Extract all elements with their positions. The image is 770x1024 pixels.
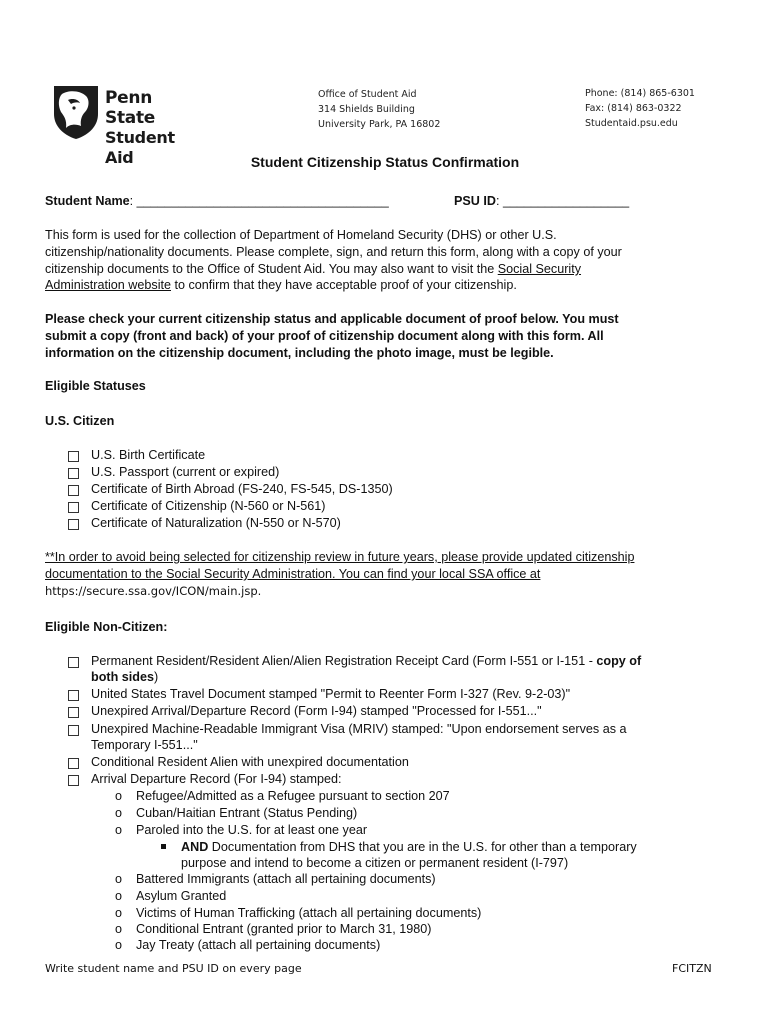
list-item-label: Conditional Resident Alien with unexpired documentation [91,755,409,769]
office-name: Office of Student Aid [318,89,417,100]
list-item[interactable] [0,464,770,481]
instructions-line-2: submit a copy (front and back) of your proof of citizenship document along with this form. All [45,329,604,343]
instructions-line-1: Please check your current citizenship status and applicable document of proof below. You must [45,312,619,326]
checkbox[interactable] [68,758,79,769]
ssa-note-line-2: documentation to the Social Security Administration. You can find your local SSA office at [45,567,541,581]
contact-info [585,86,695,131]
checkbox[interactable] [68,451,79,462]
list-item[interactable] [0,515,770,532]
intro-line-4-text: to confirm that they have acceptable proof of your citizenship. [171,278,517,292]
checkbox[interactable] [68,690,79,701]
sub-list-item-label: Jay Treaty (attach all pertaining documents) [136,938,381,952]
list-item-label: Unexpired Machine-Readable Immigrant Visa (MRIV) stamped: "Upon endorsement serves as a [91,722,627,736]
instructions-line-3: information on the citizenship document, including the photo image, must be legible. [45,346,554,360]
checkbox[interactable] [68,707,79,718]
page-title: Student Citizenship Status Confirmation [250,154,520,170]
checkbox[interactable] [68,657,79,668]
sub-list-item-label: Conditional Entrant (granted prior to March 31, 1980) [136,922,432,936]
sub-sub-list-item [0,839,770,856]
list-item[interactable] [0,721,770,738]
circle-bullet-icon: o [115,872,123,886]
list-item-label: U.S. Birth Certificate [91,448,206,462]
item1-bold-text-2: both sides [91,670,154,684]
sub-list-item [0,805,770,822]
psu-id-label: PSU ID [454,194,496,208]
item1-bold-text: copy of [596,654,642,668]
penn-state-logo [52,84,192,167]
list-item[interactable] [0,481,770,498]
item4-continuation: Temporary I-551..." [91,738,198,752]
ssa-link-part1[interactable]: Social Security [497,262,582,276]
circle-bullet-icon: o [115,938,123,952]
sub-list-item-label: Paroled into the U.S. for at least one year [136,823,368,837]
list-item[interactable] [0,771,770,788]
list-item-label: U.S. Passport (current or expired) [91,465,280,479]
circle-bullet-icon: o [115,823,123,837]
circle-bullet-icon: o [115,906,123,920]
logo-penn-state: Penn State [105,88,155,128]
list-item-label: Unexpired Arrival/Departure Record (Form I-94) stamped "Processed for I-551..." [91,704,542,718]
sub-list-item [0,921,770,938]
list-item-label: Certificate of Birth Abroad (FS-240, FS-545, DS-1350) [91,482,393,496]
list-item-label [91,653,641,670]
intro-line-4 [45,277,517,294]
and-documentation-continuation: purpose and intend to become a citizen or permanent resident (I-797) [181,856,569,870]
sub-list-item-label: Battered Immigrants (attach all pertaining documents) [136,872,436,886]
intro-line-3-text: citizenship documents to the Office of Student Aid. You may also want to visit the [45,262,498,276]
square-bullet-icon [161,844,166,849]
sub-list-item-label: Refugee/Admitted as a Refugee pursuant to section 207 [136,789,450,803]
list-item[interactable] [0,498,770,515]
and-bold-text: AND [181,840,209,854]
website: Studentaid.psu.edu [585,118,678,129]
office-building: 314 Shields Building [318,104,415,115]
fax: Fax: (814) 863-0322 [585,103,682,114]
us-citizen-heading: U.S. Citizen [45,414,115,428]
checkbox[interactable] [68,485,79,496]
and-text: Documentation from DHS that you are in the U.S. for other than a temporary [208,840,637,854]
footer-form-code: FCITZN [672,962,712,975]
nittany-lion-shield-icon [52,84,100,140]
office-address [318,87,440,132]
intro-line-1: This form is used for the collection of Department of Homeland Security (DHS) or other U.S. [45,228,557,242]
sub-list-item [0,888,770,905]
checkbox[interactable] [68,502,79,513]
list-item[interactable] [0,686,770,703]
circle-bullet-icon: o [115,789,123,803]
ssa-link-part2[interactable]: Administration website [45,278,171,292]
item1-continuation [91,669,158,686]
list-item-label: Certificate of Citizenship (N-560 or N-561) [91,499,326,513]
psu-id-blank[interactable]: : __________________ [496,194,630,208]
circle-bullet-icon: o [115,806,123,820]
checkbox[interactable] [68,519,79,530]
logo-student-aid: Student Aid [105,128,175,167]
list-item-label: Certificate of Naturalization (N-550 or N-570) [91,516,341,530]
footer-instruction: Write student name and PSU ID on every page [45,962,302,975]
checkbox[interactable] [68,468,79,479]
ssa-note-line-1: **In order to avoid being selected for citizenship review in future years, please provide updated citizenship [45,550,635,564]
item1-text: Permanent Resident/Resident Alien/Alien Registration Receipt Card (Form I-551 or I-151 - [91,654,597,668]
sub-list-item-label: Cuban/Haitian Entrant (Status Pending) [136,806,358,820]
list-item[interactable] [0,447,770,464]
sub-list-item [0,788,770,805]
student-name-label: Student Name [45,194,130,208]
list-item[interactable] [0,703,770,720]
list-item[interactable] [0,754,770,771]
sub-list-item-label: Victims of Human Trafficking (attach all pertaining documents) [136,906,482,920]
sub-list-item [0,822,770,839]
student-name-blank[interactable]: : ____________________________________ [129,194,389,208]
student-name-field[interactable] [45,193,389,210]
psu-id-field[interactable] [454,193,629,210]
checkbox[interactable] [68,725,79,736]
circle-bullet-icon: o [115,889,123,903]
intro-line-3 [45,261,581,278]
non-citizen-heading: Eligible Non-Citizen: [45,620,168,634]
intro-line-2: citizenship/nationality documents. Please complete, sign, and return this form, along with a copy of your [45,245,622,259]
phone: Phone: (814) 865-6301 [585,88,695,99]
checkbox[interactable] [68,775,79,786]
circle-bullet-icon: o [115,922,123,936]
list-item-label: United States Travel Document stamped "Permit to Reenter Form I-327 (Rev. 9-2-03)" [91,687,571,701]
ssa-url-link[interactable]: https://secure.ssa.gov/ICON/main.jsp. [45,584,262,598]
sub-list-item [0,871,770,888]
list-item[interactable] [0,653,770,670]
list-item-label: Arrival Departure Record (For I-94) stamped: [91,772,342,786]
sub-list-item-label: Asylum Granted [136,889,227,903]
sub-list-item [0,905,770,922]
and-documentation-line [181,839,637,856]
sub-list-item [0,937,770,954]
office-city: University Park, PA 16802 [318,119,441,130]
eligible-statuses-heading: Eligible Statuses [45,379,146,393]
item1-close: ) [153,670,159,684]
